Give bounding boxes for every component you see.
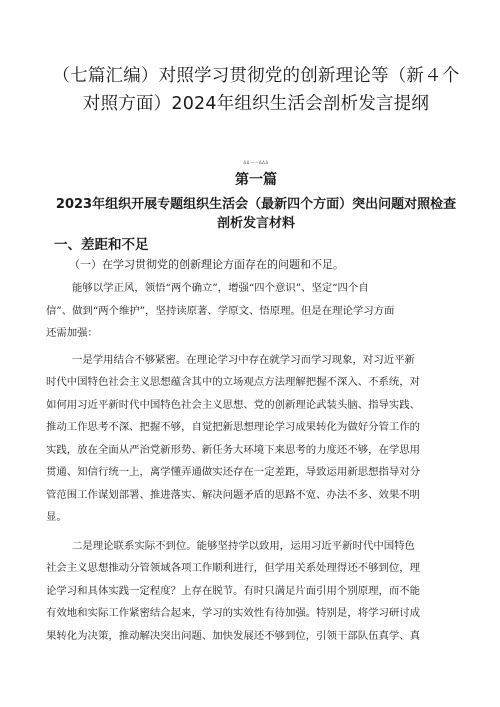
title-line-2: 对照方面）2024年组织生活会剖析发言提纲 xyxy=(82,94,430,114)
paragraph-line: 如何用习近平新时代中国特色社会主义思想、党的创新理论武装头脑、指导实践、 xyxy=(46,398,421,411)
title-line-1: （七篇汇编）对照学习贯彻党的创新理论等（新４个 xyxy=(52,66,460,86)
paragraph-1 xyxy=(46,277,466,345)
subtitle-line-2: 剖析发言材料 xyxy=(216,216,295,231)
paragraph-line: 果转化为决策，推动解决突出问题、加快发展还不够到位，引领干部队伍真学、真 xyxy=(46,629,421,642)
paragraph-line: 二是理论联系实际不到位。能够坚持学以致用，运用习近平新时代中国特色 xyxy=(72,539,415,552)
paragraph-line: 推动工作思考不深、把握不够，自觉把新思想理论学习成果转化为做好分管工作的 xyxy=(46,421,421,433)
subsection-heading: （一）在学习贯彻党的创新理论方面存在的问题和不足。 xyxy=(69,258,344,271)
paragraph-line: 社会主义思想推动分管领域各项工作顺利进行，但学用关系处理得还不够到位，理 xyxy=(46,562,421,574)
paragraph-line: 时代中国特色社会主义思想蕴含其中的立场观点方法理解把握不深入、不系统，对 xyxy=(46,376,421,388)
paragraph-line: 实践，放在全面从严治党新形势、新任务大环境下来思考的力度还不够，在学思用 xyxy=(46,443,421,456)
small-mark: ΔΔ——ΔΔΔ xyxy=(243,160,269,165)
paragraph-line: 一是学用结合不够紧密。在理论学习中存在就学习而学习现象，对习近平新 xyxy=(72,353,415,366)
paragraph-3 xyxy=(46,535,466,648)
section-heading: 一、差距和不足 xyxy=(54,237,149,253)
paragraph-line: 贯通、知信行统一上，离学懂弄通做实还存在一定差距，导致运用新思想指导对分 xyxy=(46,466,421,478)
document-title xyxy=(46,0,466,118)
paragraph-line: 信”、做到“两个维护”，坚持读原著、学原文、悟原理。但是在理论学习方面 xyxy=(46,304,395,317)
paragraph-line: 管范围工作谋划部署、推进落实、解决问题矛盾的思路不宽、办法不多、效果不明 xyxy=(46,488,421,501)
paragraph-line: 有效地和实际工作紧密结合起来，学习的实效性有待加强。特别是，将学习研讨成 xyxy=(46,607,421,619)
document-subtitle xyxy=(46,195,466,233)
paragraph-line: 还需加强： xyxy=(46,327,98,339)
paragraph-2 xyxy=(46,349,466,529)
paragraph-line: 显。 xyxy=(46,511,67,523)
subtitle-line-1: 2023年组织开展专题组织生活会（最新四个方面）突出问题对照检查 xyxy=(55,197,457,212)
paragraph-line: 论学习和具体实践一定程度？上存在脱节。有时只满足片面引用个别原理，而不能 xyxy=(46,584,421,597)
paragraph-line: 能够以学正风，领悟“两个确立”，增强“四个意识”、坚定“四个自 xyxy=(72,282,369,294)
part-heading: 第一篇 xyxy=(235,172,277,188)
